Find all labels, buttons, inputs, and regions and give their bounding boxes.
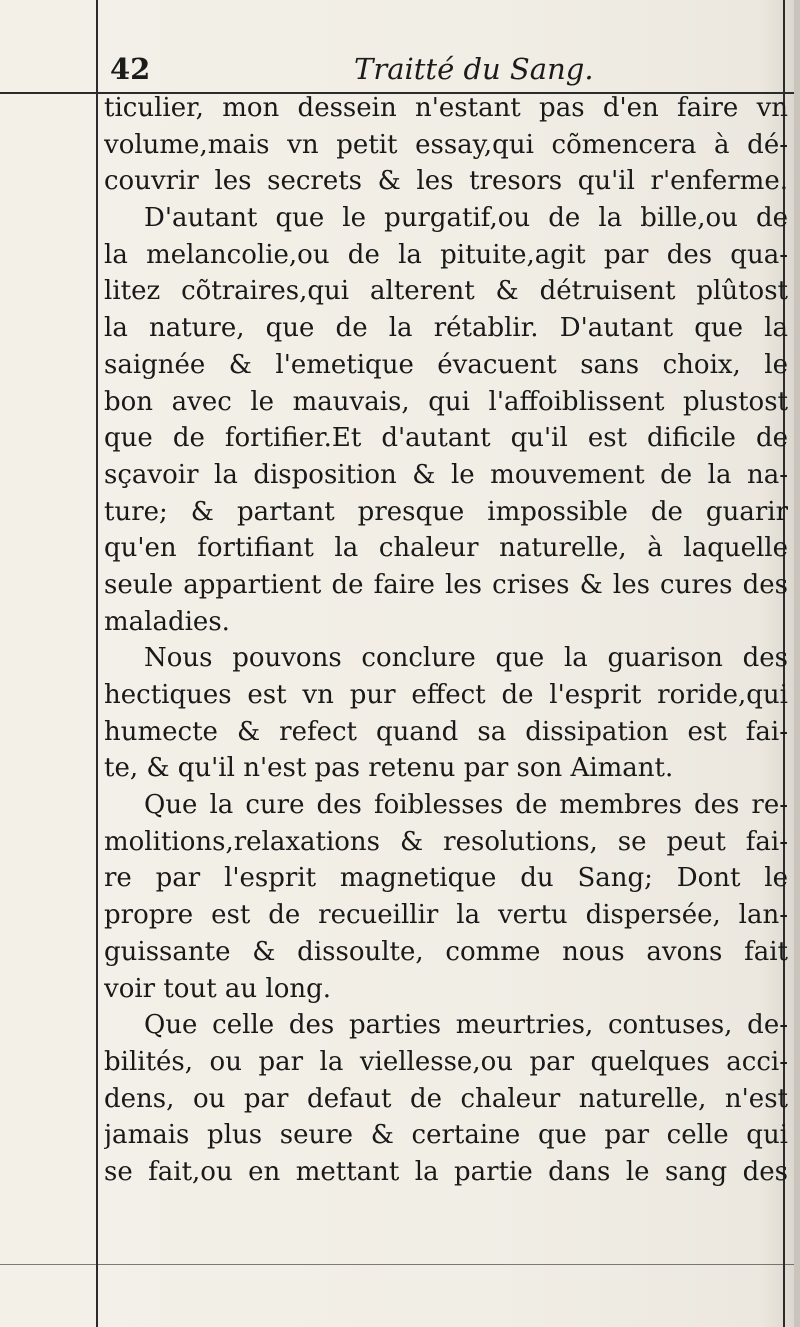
text-line: saignée & l'emetique évacuent sans choix, le — [104, 349, 788, 380]
text-line: la nature, que de la rétablir. D'autant que la — [104, 313, 788, 344]
text-line: qu'en fortifiant la chaleur naturelle, à laquelle — [104, 533, 788, 564]
text-line: se fait,ou en mettant la partie dans le sang des — [104, 1156, 788, 1187]
text-line: ture; & partant presque impossible de guarir — [104, 496, 788, 527]
text-line: bon avec le mauvais, qui l'affoiblissent plustost — [104, 386, 788, 417]
text-line: te, & qu'il n'est pas retenu par son Aimant. — [104, 753, 674, 784]
text-line: maladies. — [104, 606, 230, 637]
text-line: jamais plus seure & certaine que par celle qui — [104, 1120, 788, 1151]
text-line: dens, ou par defaut de chaleur naturelle, n'est — [104, 1083, 788, 1114]
text-line: bilités, ou par la viellesse,ou par quelques acci- — [104, 1046, 788, 1077]
text-line: Nous pouvons conclure que la guarison des — [144, 643, 788, 674]
text-line: ticulier, mon dessein n'estant pas d'en faire vn — [104, 93, 788, 123]
text-line: propre est de recueillir la vertu dispersée, lan- — [104, 900, 788, 931]
text-line: volume,mais vn petit essay,qui cõmencera à dé- — [104, 129, 788, 160]
text-line: D'autant que le purgatif,ou de la bille,ou de — [144, 203, 788, 234]
body-text — [104, 90, 788, 1191]
left-margin-rule — [96, 0, 98, 1327]
running-head — [104, 52, 784, 92]
text-line: re par l'esprit magnetique du Sang; Dont le — [104, 863, 788, 894]
footer-rule — [0, 1264, 800, 1265]
text-line: litez cõtraires,qui alterent & détruisent plûtost — [104, 276, 788, 307]
text-line: Que celle des parties meurtries, contuses, de- — [144, 1010, 788, 1041]
text-line: la melancolie,ou de la pituite,agit par des qua- — [104, 239, 788, 270]
text-line: Que la cure des foiblesses de membres des re- — [144, 790, 788, 821]
text-line: guissante & dissoulte, comme nous avons fait — [104, 936, 788, 967]
text-line: molitions,relaxations & resolutions, se peut fai- — [104, 826, 788, 857]
text-line: humecte & refect quand sa dissipation est fai- — [104, 716, 788, 747]
text-line: sçavoir la disposition & le mouvement de la na- — [104, 459, 788, 490]
text-line: voir tout au long. — [104, 973, 332, 1004]
page-edge-shadow — [794, 0, 800, 1327]
text-line: couvrir les secrets & les tresors qu'il r'enferme. — [104, 166, 788, 197]
page-number: 42 — [110, 52, 151, 86]
text-line: hectiques est vn pur effect de l'esprit roride,qui — [104, 680, 788, 710]
running-title: Traitté du Sang. — [354, 52, 594, 86]
text-line: seule appartient de faire les crises & les cures des — [104, 569, 788, 600]
text-line: que de fortifier.Et d'autant qu'il est dificile de — [104, 423, 788, 454]
